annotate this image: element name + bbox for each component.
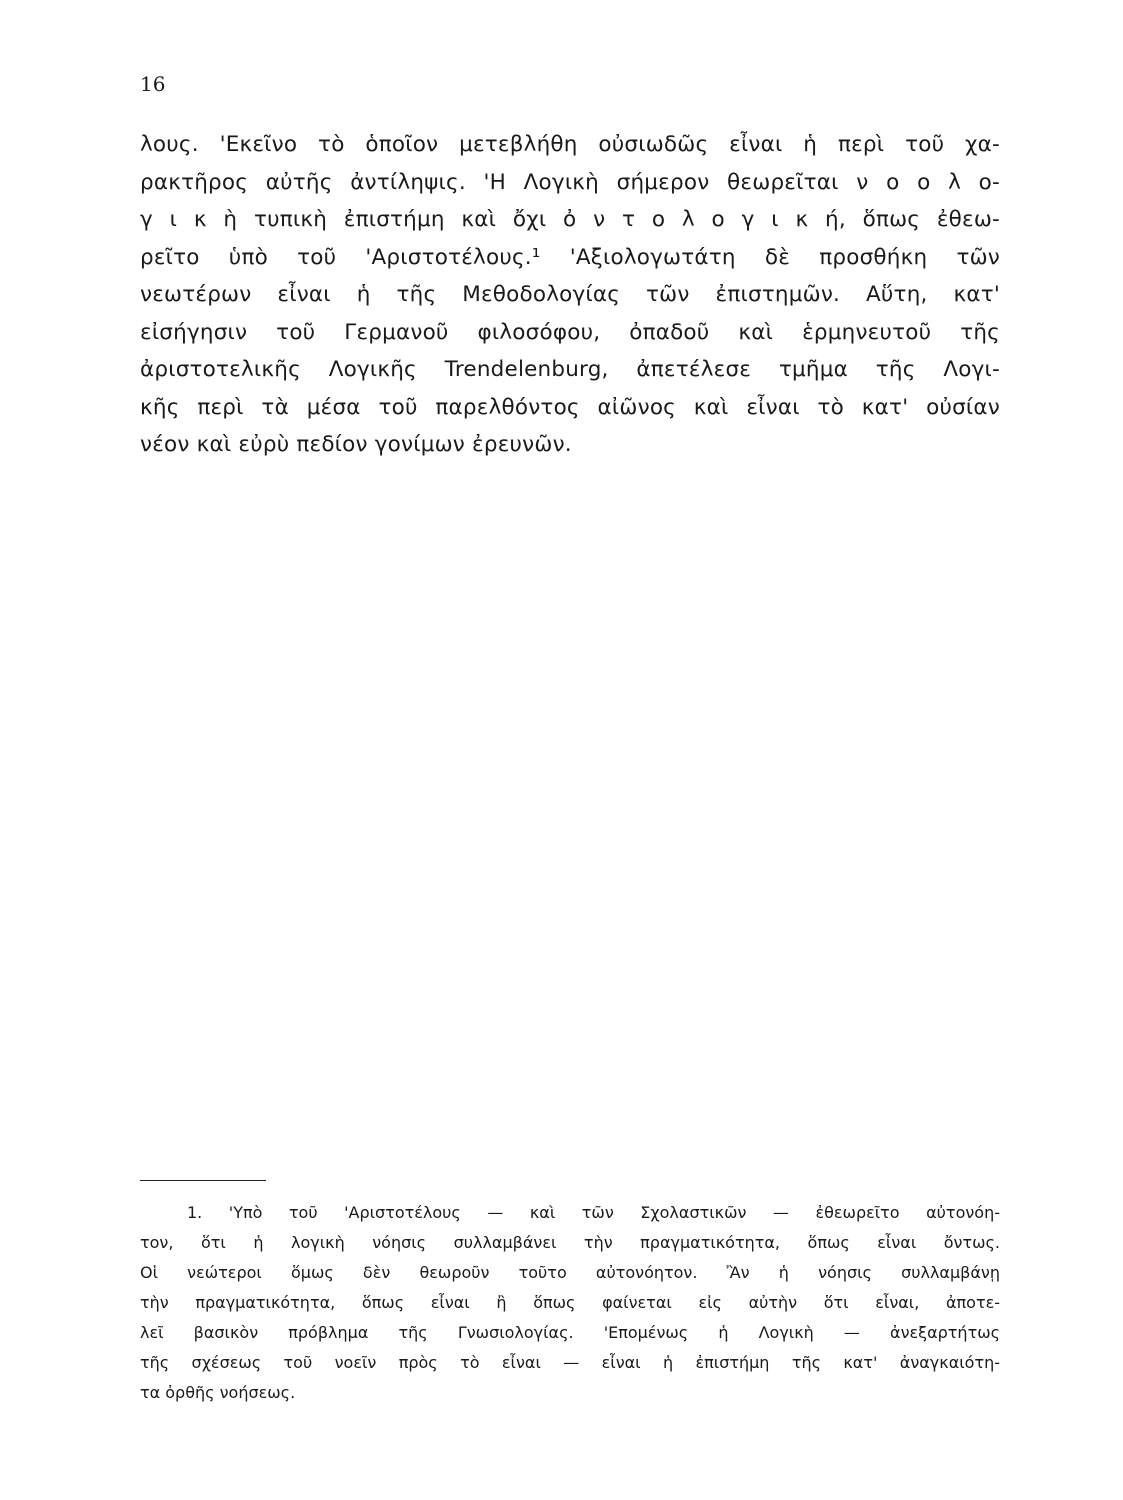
body-line: ἀριστοτελικῆς Λογικῆς Trendelenburg, ἀπετέλεσε τμῆμα τῆς Λογι- <box>140 357 1000 382</box>
footnote-line: τὴν πραγματικότητα, ὅπως εἶναι ἢ ὅπως φαίνεται εἰς αὐτὴν ὅτι εἶναι, ἀποτε- <box>140 1293 1000 1312</box>
body-line: νέον καὶ εὐρὺ πεδίον γονίμων ἐρευνῶν. <box>140 432 572 457</box>
footnote-line: τῆς σχέσεως τοῦ νοεῖν πρὸς τὸ εἶναι — εἶναι ἡ ἐπιστήμη τῆς κατ' ἀναγκαιότη- <box>140 1353 1000 1372</box>
footnote-section <box>140 1198 1000 1408</box>
footnote-line: λεῖ βασικὸν πρόβλημα τῆς Γνωσιολογίας. 'Επομένως ἡ Λογικὴ — ἀνεξαρτήτως <box>140 1323 1000 1342</box>
body-line: γ ι κ ὴ τυπικὴ ἐπιστήμη καὶ ὄχι ὀ ν τ ο λ ο γ ι κ ή, ὅπως ἐθεω- <box>140 207 1000 232</box>
footnote-line: τον, ὅτι ἡ λογικὴ νόησις συλλαμβάνει τὴν πραγματικότητα, ὅπως εἶναι ὄντως. <box>140 1233 1000 1252</box>
footnote-line: τα ὀρθῆς νοήσεως. <box>140 1383 296 1402</box>
page-number: 16 <box>140 72 166 96</box>
footnote-line: Οἱ νεώτεροι ὅμως δὲν θεωροῦν τοῦτο αὐτονόητον. Ἂν ἡ νόησις συλλαμβάνῃ <box>140 1263 1000 1282</box>
body-line: νεωτέρων εἶναι ἡ τῆς Μεθοδολογίας τῶν ἐπιστημῶν. Αὕτη, κατ' <box>140 282 1000 307</box>
body-line: εἰσήγησιν τοῦ Γερμανοῦ φιλοσόφου, ὀπαδοῦ καὶ ἑρμηνευτοῦ τῆς <box>140 319 1000 345</box>
body-line: κῆς περὶ τὰ μέσα τοῦ παρελθόντος αἰῶνος καὶ εἶναι τὸ κατ' οὐσίαν <box>140 394 1000 420</box>
footnote-divider <box>140 1180 266 1181</box>
body-paragraph <box>140 126 1000 464</box>
footnote-line: 1. 'Υπὸ τοῦ 'Αριστοτέλους — καὶ τῶν Σχολαστικῶν — ἐθεωρεῖτο αὐτονόη- <box>187 1203 1000 1222</box>
body-line: λους. 'Εκεῖνο τὸ ὁποῖον μετεβλήθη οὐσιωδῶς εἶναι ἡ περὶ τοῦ χα- <box>140 132 1000 157</box>
body-line: ρεῖτο ὑπὸ τοῦ 'Αριστοτέλους.¹ 'Αξιολογωτάτη δὲ προσθήκη τῶν <box>140 244 1000 270</box>
body-line: ρακτῆρος αὐτῆς ἀντίληψις. 'Η Λογικὴ σήμερον θεωρεῖται ν ο ο λ ο- <box>140 169 1000 195</box>
